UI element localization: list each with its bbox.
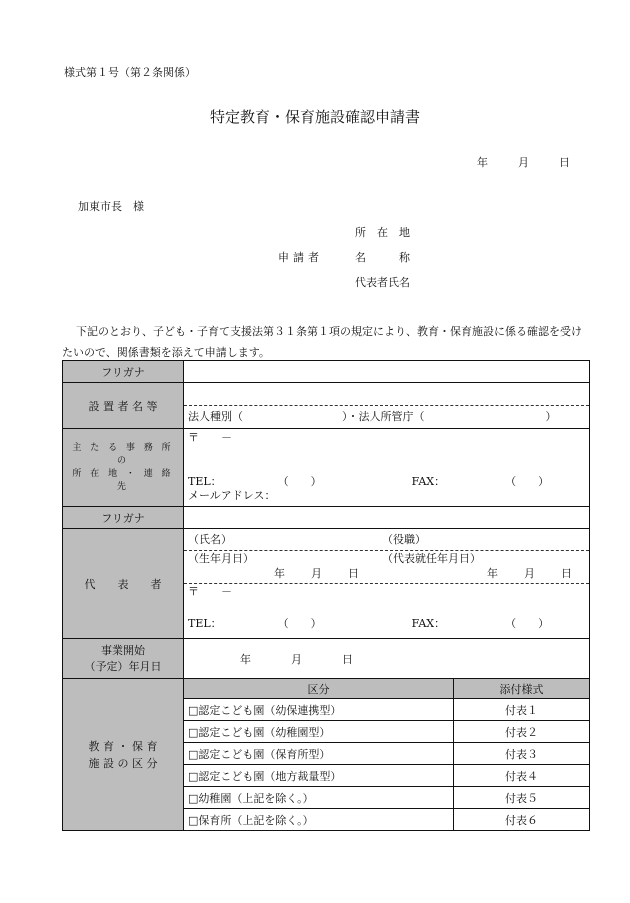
attachment-form: 付表１ bbox=[454, 699, 590, 721]
applicant-name-label: 名 称 bbox=[355, 251, 410, 264]
page-title: 特定教育・保育施設確認申請書 bbox=[209, 108, 420, 126]
attachment-form: 付表３ bbox=[454, 743, 590, 765]
intro-paragraph: 下記のとおり、子ども・子育て支援法第３１条第１項の規定により、教育・保育施設に係る確認を受けたいので、関係書類を添えて申請します。 bbox=[62, 325, 582, 359]
form-number: 様式第１号（第２条関係） bbox=[64, 66, 196, 79]
category-column-header: 区分 bbox=[184, 679, 454, 699]
category-option[interactable]: □認定こども園（幼保連携型） bbox=[184, 699, 454, 721]
category-option[interactable]: □認定こども園（地方裁量型） bbox=[184, 765, 454, 787]
rep-name-row[interactable]: （氏名） （役職） bbox=[184, 530, 589, 551]
start-date-field[interactable]: 年 月 日 bbox=[184, 639, 590, 679]
date-month: 月 bbox=[518, 156, 529, 169]
office-label: 主 た る 事 務 所 の 所 在 地 ・ 連 絡 先 bbox=[63, 429, 184, 507]
rep-furigana-field[interactable] bbox=[184, 507, 590, 529]
office-phone-row[interactable]: TEL： （ ） FAX： （ ） bbox=[188, 475, 550, 488]
attachment-form: 付表２ bbox=[454, 721, 590, 743]
start-date-label: 事業開始 （予定）年月日 bbox=[63, 639, 184, 679]
date-year: 年 bbox=[477, 156, 488, 169]
establisher-name-field[interactable] bbox=[184, 383, 589, 406]
applicant-rep-label: 代表者氏名 bbox=[355, 276, 410, 289]
rep-furigana-label: フリガナ bbox=[63, 507, 184, 529]
furigana-label: フリガナ bbox=[63, 361, 184, 383]
addressee: 加東市長 様 bbox=[78, 200, 144, 213]
application-table bbox=[62, 360, 590, 831]
applicant-address-label: 所 在 地 bbox=[355, 226, 410, 239]
attachment-column-header: 添付様式 bbox=[454, 679, 590, 699]
date-day: 日 bbox=[559, 156, 570, 169]
office-postal-field[interactable]: 〒 － bbox=[188, 431, 232, 444]
rep-label: 代 表 者 bbox=[63, 529, 184, 639]
office-email-field[interactable]: メールアドレス： bbox=[188, 489, 276, 502]
category-option[interactable]: □保育所（上記を除く。） bbox=[184, 809, 454, 831]
attachment-form: 付表４ bbox=[454, 765, 590, 787]
applicant-heading: 申請者 bbox=[278, 251, 323, 264]
corp-type[interactable]: 法人種別（ ）・法人所管庁（ ） bbox=[188, 410, 557, 423]
facility-category-label: 教 育 ・ 保 育 施 設 の 区 分 bbox=[63, 679, 184, 831]
rep-dates-row[interactable]: （生年月日） （代表就任年月日） 年 月 日 年 月 日 bbox=[184, 551, 589, 584]
establisher-furigana-field[interactable] bbox=[184, 361, 590, 383]
category-option[interactable]: □認定こども園（保育所型） bbox=[184, 743, 454, 765]
rep-address-row[interactable]: 〒 － TEL： （ ） FAX： （ ） bbox=[188, 584, 550, 630]
application-date bbox=[447, 154, 570, 170]
attachment-form: 付表６ bbox=[454, 809, 590, 831]
attachment-form: 付表５ bbox=[454, 787, 590, 809]
establisher-label: 設 置 者 名 等 bbox=[63, 383, 184, 429]
category-option[interactable]: □幼稚園（上記を除く。） bbox=[184, 787, 454, 809]
category-option[interactable]: □認定こども園（幼稚園型） bbox=[184, 721, 454, 743]
